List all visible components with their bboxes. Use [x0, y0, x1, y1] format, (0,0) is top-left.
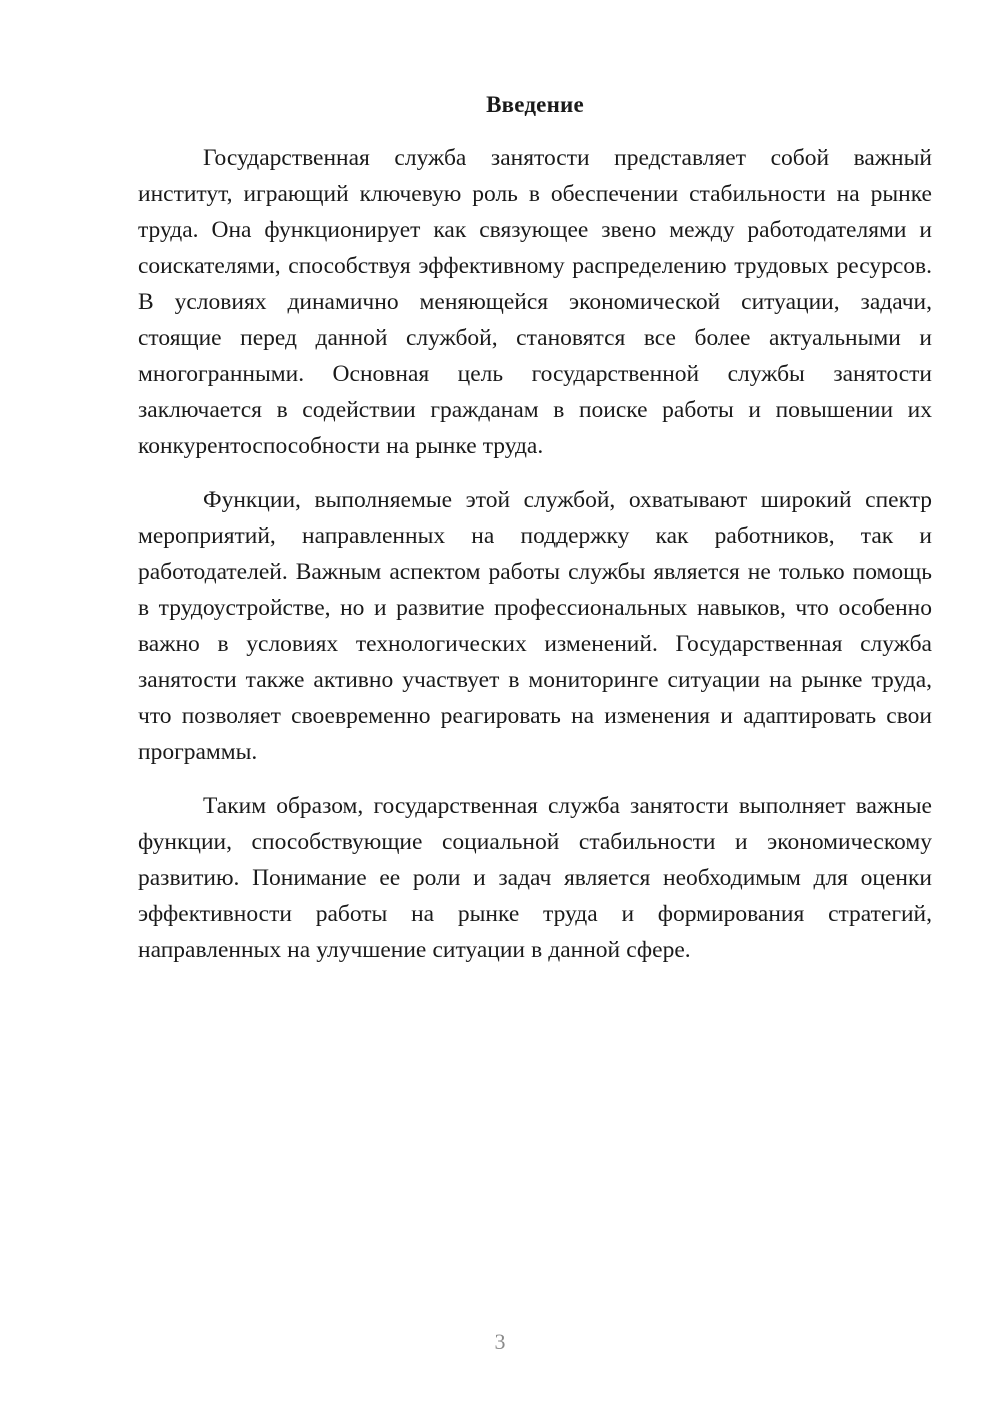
body-paragraph-2: Функции, выполняемые этой службой, охватывают широкий спектр мероприятий, направленных на поддержку как работников, так и работодателей. Важным аспектом работы службы является не только помощь в трудоустройстве, но и развитие профессиональных навыков, что особенно важно в условиях технологических изменений. Государственная служба занятости также активно участвует в мониторинге ситуации на рынке труда, что позволяет своевременно реагировать на изменения и адаптировать свои программы. — [138, 487, 932, 765]
page-number-footer: 3 — [494, 1329, 506, 1354]
page-title: Введение — [486, 92, 584, 117]
body-paragraph-3: Таким образом, государственная служба занятости выполняет важные функции, способствующие социальной стабильности и экономическому развитию. Понимание ее роли и задач является необходимым для оценки эффективности работы на рынке труда и формирования стратегий, направленных на улучшение ситуации в данной сфере. — [138, 793, 932, 963]
body-paragraph-1: Государственная служба занятости представляет собой важный институт, играющий ключевую роль в обеспечении стабильности на рынке труда. Она функционирует как связующее звено между работодателями и соискателями, способствуя эффективному распределению трудовых ресурсов. В условиях динамично меняющейся экономической ситуации, задачи, стоящие перед данной службой, становятся все более актуальными и многогранными. Основная цель государственной службы занятости заключается в содействии гражданам в поиске работы и повышении их конкурентоспособности на рынке труда. — [138, 145, 932, 459]
page-content — [138, 90, 932, 968]
